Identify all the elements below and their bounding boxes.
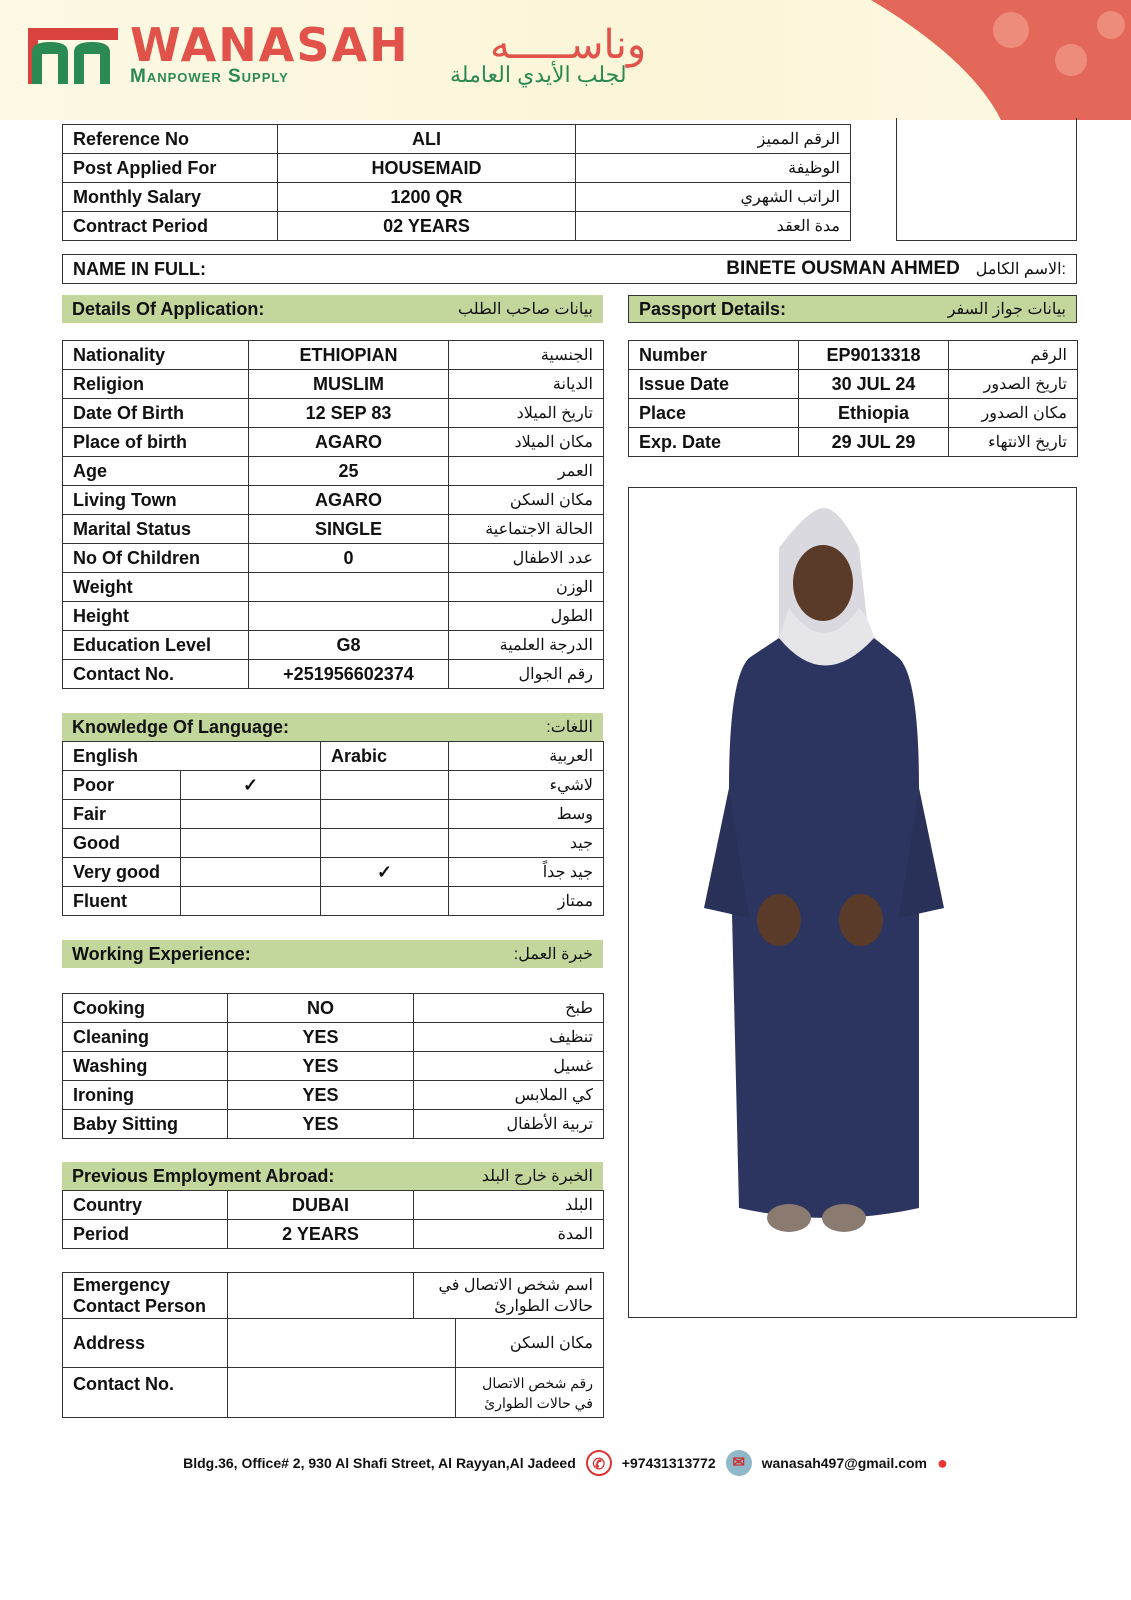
row-label: Nationality: [63, 341, 249, 370]
row-value: ETHIOPIAN: [249, 341, 449, 370]
address-value: [228, 1319, 456, 1368]
row-value: ALI: [278, 125, 576, 154]
row-label: Period: [63, 1220, 228, 1249]
row-label-arabic: الديانة: [449, 370, 604, 399]
level-label: Good: [63, 829, 181, 858]
photo-placeholder: [896, 118, 1077, 241]
level-label: Fluent: [63, 887, 181, 916]
table-row: [63, 457, 604, 486]
english-check: [181, 829, 321, 858]
row-value: HOUSEMAID: [278, 154, 576, 183]
table-row: [63, 800, 604, 829]
row-label-arabic: غسيل: [414, 1052, 604, 1081]
row-value: 12 SEP 83: [249, 399, 449, 428]
row-value: 0: [249, 544, 449, 573]
level-label: Poor: [63, 771, 181, 800]
arabic-column-header-arabic: العربية: [449, 742, 604, 771]
row-value: [249, 573, 449, 602]
row-label: Washing: [63, 1052, 228, 1081]
level-label-arabic: جيد جداً: [449, 858, 604, 887]
row-value: 2 YEARS: [228, 1220, 414, 1249]
row-label: Number: [629, 341, 799, 370]
row-label-arabic: المدة: [414, 1220, 604, 1249]
experience-section-header: [62, 940, 603, 968]
table-row: [63, 994, 604, 1023]
footer-address: Bldg.36, Office# 2, 930 Al Shafi Street, Al Rayyan,Al Jadeed: [183, 1455, 576, 1471]
row-label: Place: [629, 399, 799, 428]
row-label: No Of Children: [63, 544, 249, 573]
level-label-arabic: وسط: [449, 800, 604, 829]
table-row: [63, 154, 851, 183]
emergency-person-arabic: اسم شخص الاتصال في حالات الطوارئ: [414, 1273, 604, 1319]
row-label: Place of birth: [63, 428, 249, 457]
footer-email: wanasah497@gmail.com: [761, 1455, 927, 1471]
row-label-arabic: مكان السكن: [449, 486, 604, 515]
section-title: Details Of Application:: [72, 298, 265, 319]
arabic-check: [321, 887, 449, 916]
row-label: Post Applied For: [63, 154, 278, 183]
row-label-arabic: تاريخ الصدور: [949, 370, 1078, 399]
arabic-check: [321, 800, 449, 829]
row-label: Exp. Date: [629, 428, 799, 457]
row-label: Religion: [63, 370, 249, 399]
row-value: EP9013318: [799, 341, 949, 370]
experience-table: [62, 993, 604, 1139]
row-label: Date Of Birth: [63, 399, 249, 428]
table-row: [63, 125, 851, 154]
reference-table: [62, 124, 851, 241]
row-label-arabic: تاريخ الانتهاء: [949, 428, 1078, 457]
english-check: [181, 887, 321, 916]
table-row: [63, 1052, 604, 1081]
table-row: [629, 399, 1078, 428]
section-title-arabic: اللغات:: [546, 719, 593, 736]
table-row: [63, 1220, 604, 1249]
footer: [0, 1450, 1131, 1476]
row-label-arabic: تربية الأطفال: [414, 1110, 604, 1139]
passport-table: [628, 340, 1078, 457]
english-column-header: English: [63, 742, 321, 771]
english-check: [181, 800, 321, 829]
row-label-arabic: رقم الجوال: [449, 660, 604, 689]
row-value: 25: [249, 457, 449, 486]
full-name-row: [62, 254, 1077, 284]
logo-icon: [28, 28, 118, 84]
abroad-table: [62, 1190, 604, 1249]
table-row: [63, 515, 604, 544]
row-label-arabic: الجنسية: [449, 341, 604, 370]
row-label-arabic: العمر: [449, 457, 604, 486]
table-row: [63, 399, 604, 428]
row-label-arabic: الدرجة العلمية: [449, 631, 604, 660]
table-row: [63, 183, 851, 212]
table-row: [63, 660, 604, 689]
row-label-arabic: طبخ: [414, 994, 604, 1023]
row-label: Issue Date: [629, 370, 799, 399]
row-label-arabic: الوزن: [449, 573, 604, 602]
row-label: Contract Period: [63, 212, 278, 241]
language-table: [62, 741, 604, 916]
table-row: [63, 1191, 604, 1220]
row-label: Living Town: [63, 486, 249, 515]
name-label: NAME IN FULL:: [63, 255, 570, 284]
table-row: [629, 370, 1078, 399]
english-check: ✓: [181, 771, 321, 800]
row-label-arabic: الرقم: [949, 341, 1078, 370]
section-title-arabic: خبرة العمل:: [513, 946, 593, 963]
row-label: Weight: [63, 573, 249, 602]
row-label: Country: [63, 1191, 228, 1220]
row-value: NO: [228, 994, 414, 1023]
row-value: YES: [228, 1110, 414, 1139]
level-label-arabic: ممتاز: [449, 887, 604, 916]
table-row: [63, 486, 604, 515]
row-value: 1200 QR: [278, 183, 576, 212]
level-label: Fair: [63, 800, 181, 829]
table-row: [629, 341, 1078, 370]
row-label: Height: [63, 602, 249, 631]
section-title-arabic: الخبرة خارج البلد: [481, 1168, 593, 1185]
table-row: [63, 829, 604, 858]
table-row: [63, 573, 604, 602]
tagline: Manpower Supply: [130, 66, 289, 87]
emergency-person-label: Emergency Contact Person: [63, 1273, 228, 1319]
row-label: Baby Sitting: [63, 1110, 228, 1139]
row-value: 30 JUL 24: [799, 370, 949, 399]
table-row: [629, 428, 1078, 457]
row-label: Reference No: [63, 125, 278, 154]
row-label-arabic: الرقم المميز: [576, 125, 851, 154]
tagline-arabic: لجلب الأيدي العاملة: [450, 62, 627, 87]
emergency-contact-value: [228, 1368, 456, 1418]
row-value: DUBAI: [228, 1191, 414, 1220]
row-value: Ethiopia: [799, 399, 949, 428]
language-header-row: [63, 742, 604, 771]
row-label: Cleaning: [63, 1023, 228, 1052]
passport-section-header: [628, 295, 1077, 323]
row-label: Monthly Salary: [63, 183, 278, 212]
row-value: [249, 602, 449, 631]
table-row: [63, 1023, 604, 1052]
name-value: BINETE OUSMAN AHMED: [726, 258, 960, 279]
table-row: [63, 887, 604, 916]
email-icon: ✉: [726, 1450, 752, 1476]
emergency-person-value: [228, 1273, 414, 1319]
row-label: Age: [63, 457, 249, 486]
row-value: AGARO: [249, 486, 449, 515]
row-label-arabic: مكان الميلاد: [449, 428, 604, 457]
row-label-arabic: مدة العقد: [576, 212, 851, 241]
abroad-section-header: [62, 1162, 603, 1190]
level-label-arabic: جيد: [449, 829, 604, 858]
emergency-contact-label: Contact No.: [63, 1368, 228, 1418]
row-label-arabic: كي الملابس: [414, 1081, 604, 1110]
row-value: 29 JUL 29: [799, 428, 949, 457]
brand-name-arabic: وناســـــه: [490, 23, 647, 67]
english-check: [181, 858, 321, 887]
arabic-column-header: Arabic: [321, 742, 449, 771]
table-row: [63, 771, 604, 800]
arabic-check: [321, 771, 449, 800]
decorative-swoosh: [671, 0, 1131, 120]
row-value: YES: [228, 1081, 414, 1110]
row-label-arabic: تاريخ الميلاد: [449, 399, 604, 428]
letterhead: [0, 0, 1131, 120]
name-label-arabic: الاسم الكامل:: [975, 261, 1066, 278]
row-label: Ironing: [63, 1081, 228, 1110]
table-row: [63, 544, 604, 573]
emergency-contact-arabic: رقم شخص الاتصال في حالات الطوارئ: [456, 1368, 604, 1418]
location-pin-icon: ●: [937, 1452, 948, 1473]
row-label-arabic: الطول: [449, 602, 604, 631]
row-label-arabic: الحالة الاجتماعية: [449, 515, 604, 544]
section-title: Previous Employment Abroad:: [72, 1165, 335, 1186]
row-value: MUSLIM: [249, 370, 449, 399]
application-table: [62, 340, 604, 689]
applicant-photo: [628, 487, 1077, 1318]
emergency-table: [62, 1272, 604, 1418]
row-label-arabic: مكان الصدور: [949, 399, 1078, 428]
section-title: Working Experience:: [72, 943, 251, 964]
arabic-check: ✓: [321, 858, 449, 887]
row-label-arabic: عدد الاطفال: [449, 544, 604, 573]
section-title-arabic: بيانات صاحب الطلب: [458, 301, 593, 318]
table-row: [63, 602, 604, 631]
table-row: [63, 212, 851, 241]
section-title: Knowledge Of Language:: [72, 716, 290, 737]
row-label: Cooking: [63, 994, 228, 1023]
table-row: [63, 631, 604, 660]
address-label: Address: [63, 1319, 228, 1368]
table-row: [63, 1081, 604, 1110]
row-label-arabic: الراتب الشهري: [576, 183, 851, 212]
footer-phone: +97431313772: [621, 1455, 716, 1471]
row-label-arabic: الوظيفة: [576, 154, 851, 183]
level-label-arabic: لاشيء: [449, 771, 604, 800]
table-row: [63, 370, 604, 399]
table-row: [63, 428, 604, 457]
section-title-arabic: بيانات جواز السفر: [947, 301, 1066, 318]
row-value: YES: [228, 1023, 414, 1052]
table-row: [63, 858, 604, 887]
application-section-header: [62, 295, 603, 323]
phone-icon: ✆: [586, 1450, 612, 1476]
address-arabic: مكان السكن: [456, 1319, 604, 1368]
row-label: Education Level: [63, 631, 249, 660]
row-value: 02 YEARS: [278, 212, 576, 241]
table-row: [63, 341, 604, 370]
row-label-arabic: تنظيف: [414, 1023, 604, 1052]
row-label: Marital Status: [63, 515, 249, 544]
arabic-check: [321, 829, 449, 858]
table-row: [63, 1110, 604, 1139]
row-value: YES: [228, 1052, 414, 1081]
level-label: Very good: [63, 858, 181, 887]
section-title: Passport Details:: [639, 298, 787, 319]
row-value: SINGLE: [249, 515, 449, 544]
language-section-header: [62, 713, 603, 741]
row-label: Contact No.: [63, 660, 249, 689]
row-value: G8: [249, 631, 449, 660]
brand-name: WANASAH: [130, 18, 410, 72]
row-value: +251956602374: [249, 660, 449, 689]
row-value: AGARO: [249, 428, 449, 457]
row-label-arabic: البلد: [414, 1191, 604, 1220]
